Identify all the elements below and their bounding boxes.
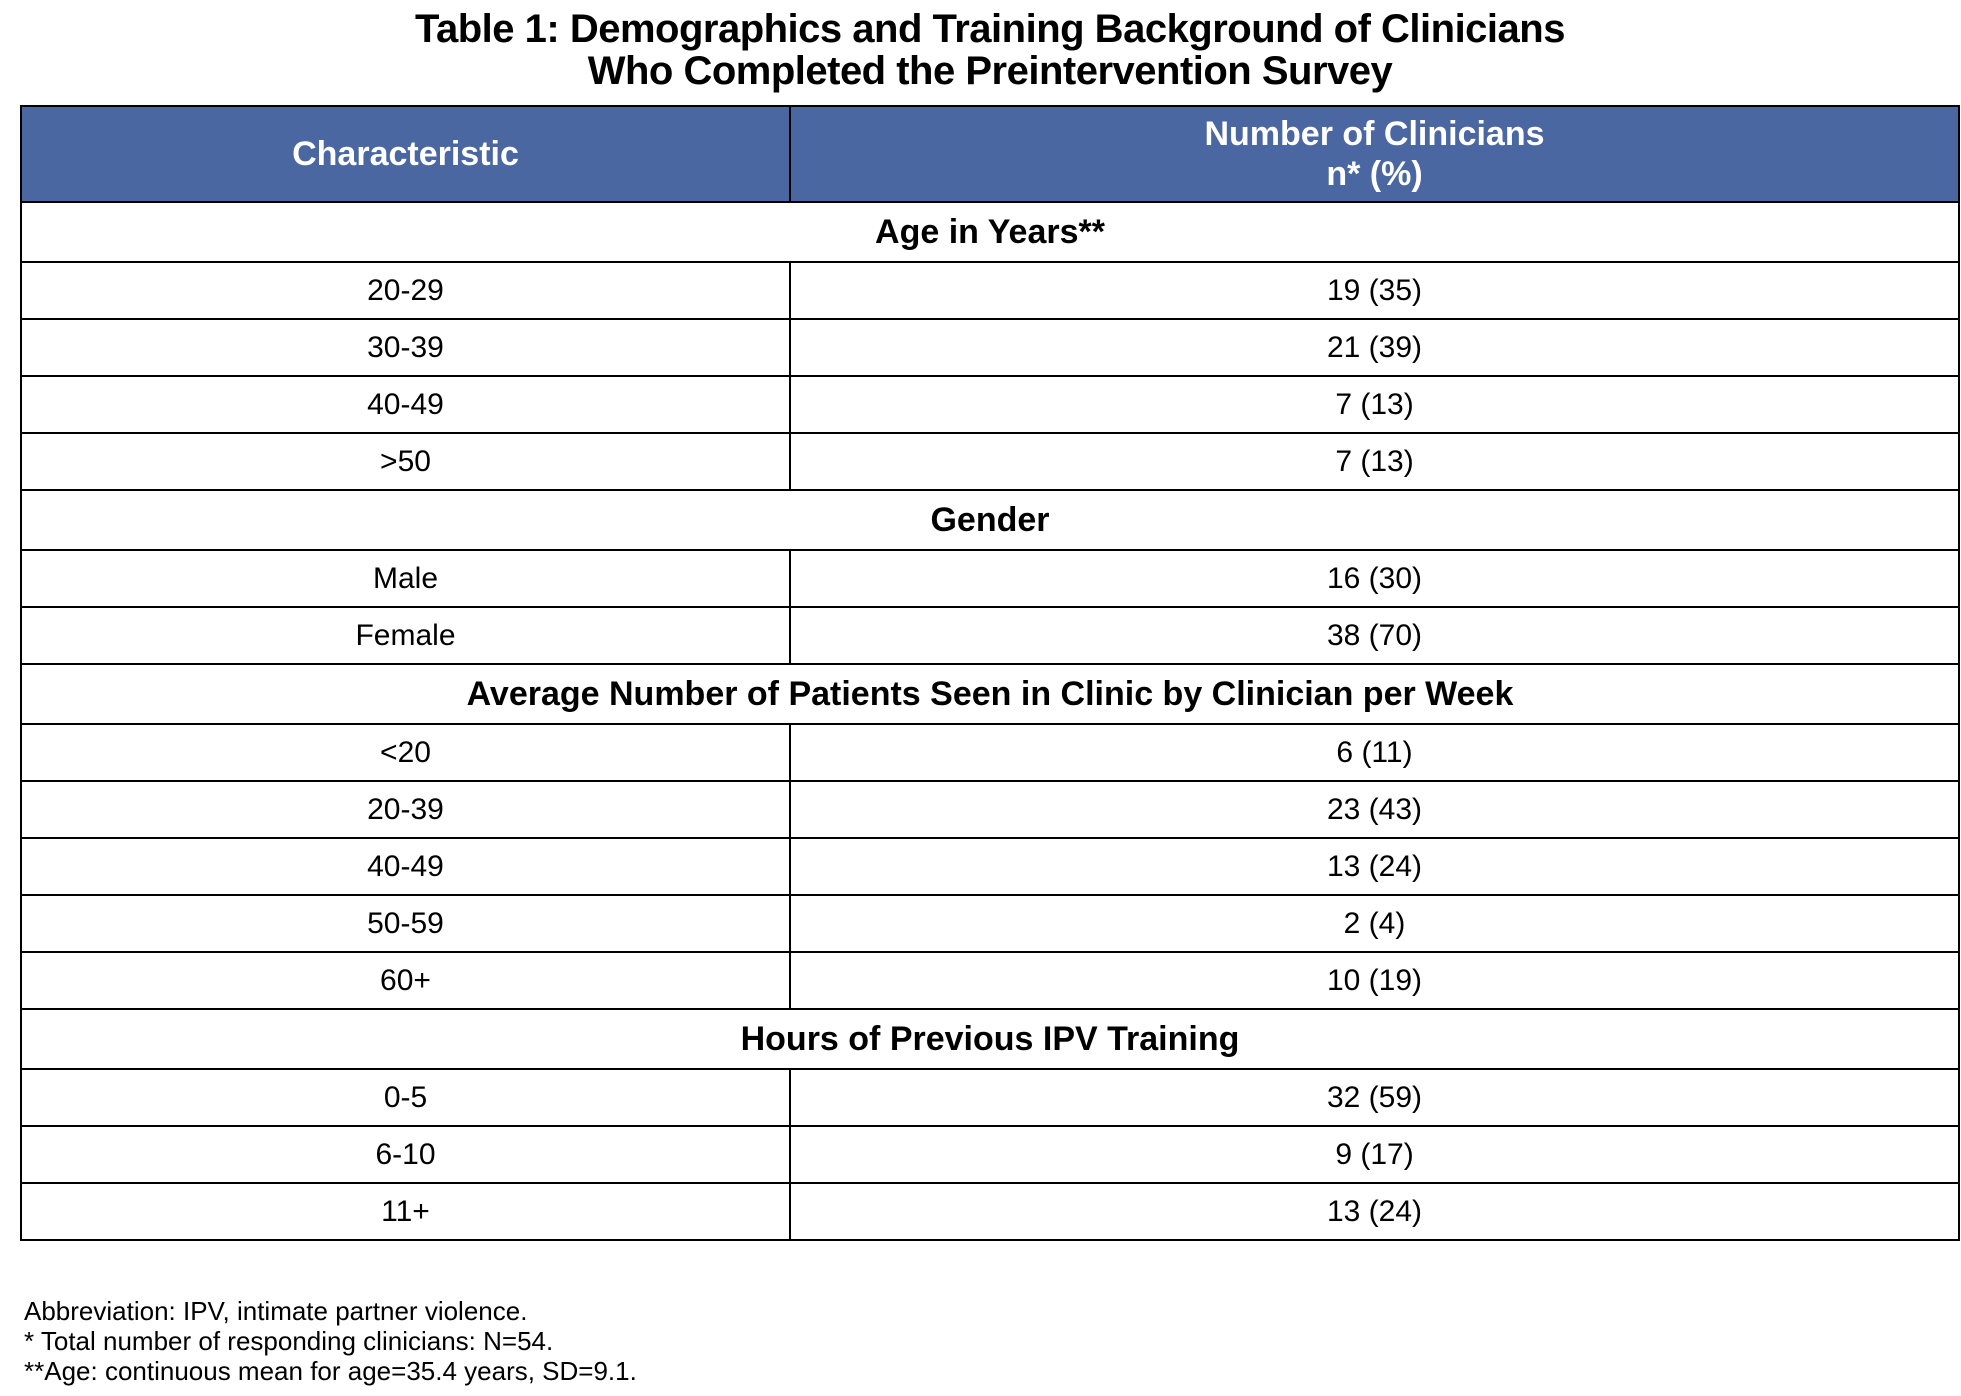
clinician-count-cell: 38 (70) bbox=[790, 607, 1959, 664]
characteristic-cell: 20-39 bbox=[21, 781, 790, 838]
clinician-count-cell: 9 (17) bbox=[790, 1126, 1959, 1183]
table-title-line-1: Table 1: Demographics and Training Background of Clinicians bbox=[415, 7, 1565, 51]
clinician-count-cell: 16 (30) bbox=[790, 550, 1959, 607]
column-header-count-line-2: n* (%) bbox=[1326, 155, 1423, 193]
table-body bbox=[21, 202, 1959, 1240]
table-header-row bbox=[21, 106, 1959, 202]
column-header-number-of-clinicians bbox=[790, 106, 1959, 202]
characteristic-cell: 40-49 bbox=[21, 838, 790, 895]
clinician-count-cell: 13 (24) bbox=[790, 1183, 1959, 1240]
clinician-count-cell: 19 (35) bbox=[790, 262, 1959, 319]
table-row bbox=[21, 1069, 1959, 1126]
column-header-count-line-1: Number of Clinicians bbox=[1204, 115, 1545, 153]
characteristic-cell: <20 bbox=[21, 724, 790, 781]
section-heading: Gender bbox=[21, 490, 1959, 550]
table-row bbox=[21, 1126, 1959, 1183]
column-header-characteristic: Characteristic bbox=[21, 106, 790, 202]
table-title-line-2: Who Completed the Preintervention Survey bbox=[587, 49, 1393, 93]
demographics-table bbox=[20, 105, 1960, 1241]
table-row bbox=[21, 952, 1959, 1009]
clinician-count-cell: 2 (4) bbox=[790, 895, 1959, 952]
table-row bbox=[21, 319, 1959, 376]
characteristic-cell: 0-5 bbox=[21, 1069, 790, 1126]
table-title bbox=[0, 8, 1961, 92]
clinician-count-cell: 6 (11) bbox=[790, 724, 1959, 781]
characteristic-cell: 60+ bbox=[21, 952, 790, 1009]
clinician-count-cell: 13 (24) bbox=[790, 838, 1959, 895]
clinician-count-cell: 7 (13) bbox=[790, 433, 1959, 490]
characteristic-cell: 50-59 bbox=[21, 895, 790, 952]
clinician-count-cell: 23 (43) bbox=[790, 781, 1959, 838]
footnote-abbreviation: Abbreviation: IPV, intimate partner violence. bbox=[24, 1296, 528, 1326]
characteristic-cell: 20-29 bbox=[21, 262, 790, 319]
section-heading: Hours of Previous IPV Training bbox=[21, 1009, 1959, 1069]
table-row bbox=[21, 895, 1959, 952]
characteristic-cell: 40-49 bbox=[21, 376, 790, 433]
characteristic-cell: Female bbox=[21, 607, 790, 664]
clinician-count-cell: 7 (13) bbox=[790, 376, 1959, 433]
table-row bbox=[21, 1183, 1959, 1240]
table-row bbox=[21, 607, 1959, 664]
characteristic-cell: 30-39 bbox=[21, 319, 790, 376]
clinician-count-cell: 32 (59) bbox=[790, 1069, 1959, 1126]
section-heading: Average Number of Patients Seen in Clinic by Clinician per Week bbox=[21, 664, 1959, 724]
table-row bbox=[21, 433, 1959, 490]
characteristic-cell: Male bbox=[21, 550, 790, 607]
section-heading-row bbox=[21, 202, 1959, 262]
table-row bbox=[21, 838, 1959, 895]
section-heading: Age in Years** bbox=[21, 202, 1959, 262]
table-row bbox=[21, 781, 1959, 838]
section-heading-row bbox=[21, 1009, 1959, 1069]
table-row bbox=[21, 262, 1959, 319]
clinician-count-cell: 21 (39) bbox=[790, 319, 1959, 376]
table-row bbox=[21, 724, 1959, 781]
section-heading-row bbox=[21, 664, 1959, 724]
characteristic-cell: >50 bbox=[21, 433, 790, 490]
table-header bbox=[21, 106, 1959, 202]
footnote-total-respondents: * Total number of responding clinicians: N=54. bbox=[24, 1326, 554, 1356]
section-heading-row bbox=[21, 490, 1959, 550]
table-row bbox=[21, 550, 1959, 607]
characteristic-cell: 11+ bbox=[21, 1183, 790, 1240]
characteristic-cell: 6-10 bbox=[21, 1126, 790, 1183]
clinician-count-cell: 10 (19) bbox=[790, 952, 1959, 1009]
footnote-age-mean: **Age: continuous mean for age=35.4 years, SD=9.1. bbox=[24, 1356, 637, 1386]
footnotes bbox=[24, 1296, 637, 1386]
table-row bbox=[21, 376, 1959, 433]
